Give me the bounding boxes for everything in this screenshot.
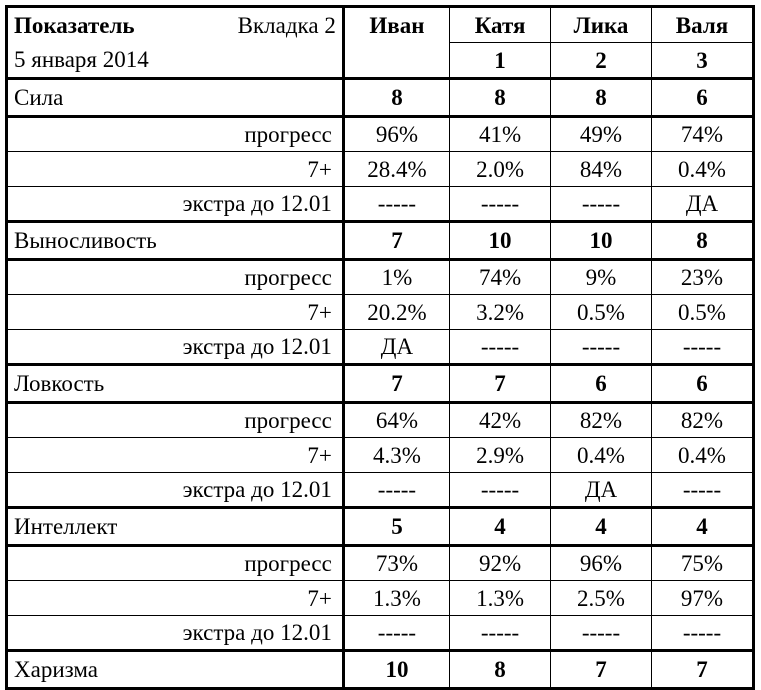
stat-subrow (7, 403, 754, 438)
subrow-label: экстра до 12.01 (7, 616, 344, 651)
stat-subrow (7, 117, 754, 152)
subrow-value: 96% (343, 117, 449, 152)
subrow-label: 7+ (7, 581, 344, 616)
player-rank: 1 (450, 43, 551, 79)
subrow-value: 49% (551, 117, 652, 152)
subrow-value: 74% (651, 117, 753, 152)
subrow-label: экстра до 12.01 (7, 473, 344, 508)
subrow-value: ДА (551, 473, 652, 508)
subrow-label: прогресс (7, 546, 344, 581)
player-rank: 3 (651, 43, 753, 79)
stat-row (7, 365, 754, 403)
subrow-label: экстра до 12.01 (7, 330, 344, 365)
stat-value: 6 (651, 365, 753, 403)
subrow-value: ----- (651, 616, 753, 651)
subrow-value: ----- (551, 330, 652, 365)
stat-subrow (7, 187, 754, 222)
subrow-value: 74% (450, 260, 551, 295)
subrow-value: ----- (551, 616, 652, 651)
stat-name: Интеллект (7, 508, 344, 546)
subrow-value: 64% (343, 403, 449, 438)
stat-value: 10 (343, 651, 449, 689)
subrow-value: 92% (450, 546, 551, 581)
subrow-value: ----- (450, 187, 551, 222)
stat-value: 8 (651, 222, 753, 260)
subrow-value: ----- (450, 473, 551, 508)
subrow-value: ----- (551, 187, 652, 222)
stat-value: 5 (343, 508, 449, 546)
stat-value: 4 (450, 508, 551, 546)
subrow-value: ----- (450, 616, 551, 651)
stat-value: 7 (343, 365, 449, 403)
stat-value: 8 (551, 79, 652, 117)
subrow-value: 41% (450, 117, 551, 152)
stat-subrow (7, 330, 754, 365)
subrow-value: ----- (651, 330, 753, 365)
stat-subrow (7, 260, 754, 295)
subrow-value: 20.2% (343, 295, 449, 330)
header-row (7, 7, 754, 43)
stat-value: 4 (551, 508, 652, 546)
stat-subrow (7, 616, 754, 651)
player-name: Валя (651, 7, 753, 43)
subrow-value: 2.5% (551, 581, 652, 616)
subrow-label: 7+ (7, 438, 344, 473)
stat-value: 8 (450, 79, 551, 117)
stat-subrow (7, 546, 754, 581)
stat-value: 8 (343, 79, 449, 117)
stat-row (7, 508, 754, 546)
subrow-value: 84% (551, 152, 652, 187)
stat-subrow (7, 581, 754, 616)
subrow-value: 3.2% (450, 295, 551, 330)
date-cell: 5 января 2014 (7, 43, 344, 79)
stat-name: Харизма (7, 651, 344, 689)
stat-subrow (7, 295, 754, 330)
stat-value: 7 (651, 651, 753, 689)
subrow-value: ----- (343, 473, 449, 508)
subrow-value: 9% (551, 260, 652, 295)
stat-value: 10 (450, 222, 551, 260)
stat-value: 6 (651, 79, 753, 117)
stat-name: Сила (7, 79, 344, 117)
stat-value: 10 (551, 222, 652, 260)
subrow-value: 28.4% (343, 152, 449, 187)
subrow-value: 0.4% (651, 152, 753, 187)
subrow-value: 82% (651, 403, 753, 438)
stat-subrow (7, 473, 754, 508)
subrow-value: 82% (551, 403, 652, 438)
tab-label: Вкладка 2 (237, 12, 336, 38)
subrow-value: 0.4% (651, 438, 753, 473)
subrow-value: 1% (343, 260, 449, 295)
stat-row (7, 222, 754, 260)
subrow-value: 73% (343, 546, 449, 581)
subrow-value: 1.3% (343, 581, 449, 616)
header-indicator-cell (7, 7, 344, 43)
subrow-value: 0.4% (551, 438, 652, 473)
subrow-value: 42% (450, 403, 551, 438)
stat-name: Ловкость (7, 365, 344, 403)
subrow-value: 23% (651, 260, 753, 295)
stat-value: 8 (450, 651, 551, 689)
subrow-value: 4.3% (343, 438, 449, 473)
stat-value: 6 (551, 365, 652, 403)
subrow-value: ----- (343, 616, 449, 651)
subrow-value: 0.5% (551, 295, 652, 330)
header-row-date (7, 43, 754, 79)
stat-value: 7 (343, 222, 449, 260)
stat-value: 7 (551, 651, 652, 689)
stat-subrow (7, 438, 754, 473)
player-name: Иван (343, 7, 449, 43)
player-name: Катя (450, 7, 551, 43)
subrow-label: прогресс (7, 117, 344, 152)
subrow-label: 7+ (7, 295, 344, 330)
stat-value: 4 (651, 508, 753, 546)
player-rank: 2 (551, 43, 652, 79)
subrow-value: 0.5% (651, 295, 753, 330)
subrow-value: 2.0% (450, 152, 551, 187)
subrow-value: 2.9% (450, 438, 551, 473)
subrow-value: 1.3% (450, 581, 551, 616)
subrow-value: 96% (551, 546, 652, 581)
stats-table (5, 5, 755, 690)
subrow-label: экстра до 12.01 (7, 187, 344, 222)
player-rank (343, 43, 449, 79)
subrow-label: 7+ (7, 152, 344, 187)
subrow-value: ----- (343, 187, 449, 222)
subrow-label: прогресс (7, 403, 344, 438)
subrow-value: ----- (651, 473, 753, 508)
stat-name: Выносливость (7, 222, 344, 260)
subrow-label: прогресс (7, 260, 344, 295)
subrow-value: ДА (651, 187, 753, 222)
stats-table-body (7, 7, 754, 689)
player-name: Лика (551, 7, 652, 43)
stat-subrow (7, 152, 754, 187)
subrow-value: 97% (651, 581, 753, 616)
stat-row (7, 79, 754, 117)
subrow-value: ДА (343, 330, 449, 365)
stat-value: 7 (450, 365, 551, 403)
subrow-value: 75% (651, 546, 753, 581)
subrow-value: ----- (450, 330, 551, 365)
indicator-label: Показатель (14, 12, 135, 38)
